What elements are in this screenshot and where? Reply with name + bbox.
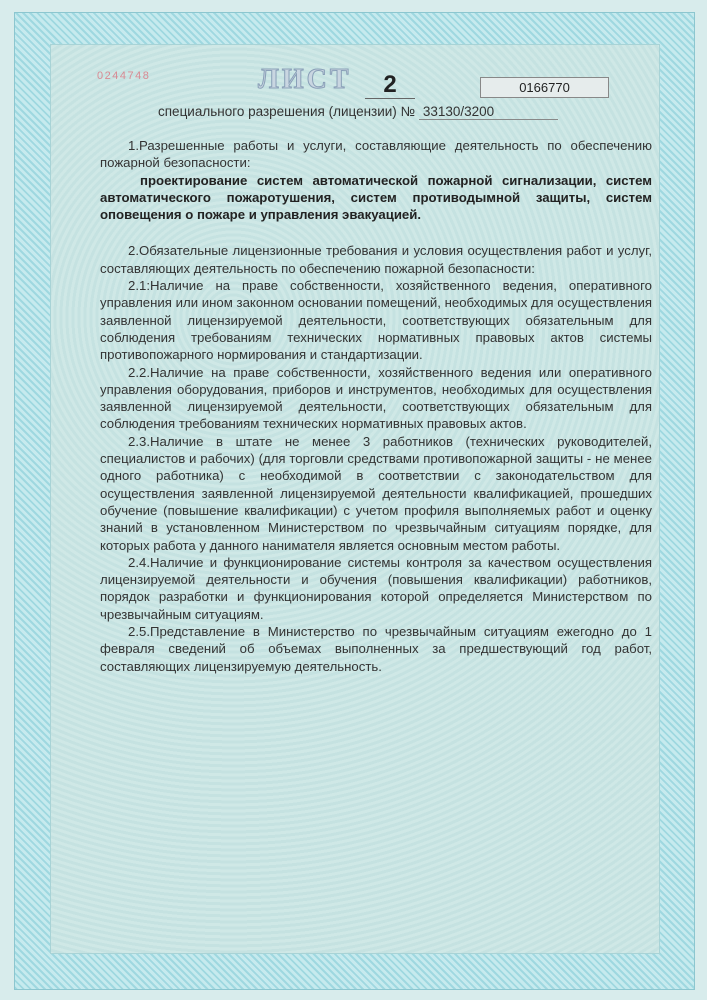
blank-number: 0166770 xyxy=(480,77,609,98)
sheet-number: 2 xyxy=(365,72,415,99)
license-line xyxy=(158,104,558,120)
requirement-2-3: 2.3.Наличие в штате не менее 3 работников (технических руководителей, специалистов и рабочих) (для торговли средствами противопожарной защиты - не менее одного работника) с необходимой в соответствии с законодательством для осуществления заявленной лицензируемой деятельности квалификацией, прошедших обучение (повышение квалификации) с учетом профиля выполняемых работ и оценку знаний в установленном Министерством по чрезвычайным ситуациям порядке, для которых работа у данного нанимателя является основным местом работы. xyxy=(100,433,652,553)
requirement-2-4: 2.4.Наличие и функционирование системы контроля за качеством осуществления лицензируемой деятельности и обучения (повышения квалификации) работников, порядок разработки и функционирования которой определяется Министерством по чрезвычайным ситуациям. xyxy=(100,554,652,622)
permitted-works: проектирование систем автоматической пожарной сигнализации, систем автоматического пожаротушения, систем противодымной защиты, систем оповещения о пожаре и управления эвакуацией. xyxy=(100,172,652,223)
license-number: 33130/3200 xyxy=(419,104,558,120)
requirement-2-2: 2.2.Наличие на праве собственности, хозяйственного ведения или оперативного управления оборудования, приборов и инструментов, необходимых для осуществления заявленной лицензируемой деятельности, соответствующих обязательным для соблюдения требованиям технических нормативных правовых актов. xyxy=(100,364,652,432)
document-body xyxy=(100,137,652,675)
requirement-2-5: 2.5.Представление в Министерство по чрезвычайным ситуациям ежегодно до 1 февраля сведений об объемах выполненных за предшествующий год работ, составляющих лицензируемую деятельность. xyxy=(100,624,652,674)
section-1-heading: 1.Разрешенные работы и услуги, составляющие деятельность по обеспечению пожарной безопасности: xyxy=(100,138,652,171)
serial-number: 0244748 xyxy=(97,70,151,82)
sheet-title: ЛИСТ xyxy=(258,64,352,95)
requirement-2-1: 2.1:Наличие на праве собственности, хозяйственного ведения, оперативного управления или ином законном основании помещений, необходимых для осуществления заявленной лицензируемой деятельности, соответствующих обязательным для соблюдения требованиям технических нормативных правовых актов системы противопожарного нормирования и стандартизации. xyxy=(100,278,652,363)
section-2-heading: 2.Обязательные лицензионные требования и условия осуществления работ и услуг, составляющих деятельность по обеспечению пожарной безопасности: xyxy=(100,243,652,276)
license-label: специального разрешения (лицензии) № xyxy=(158,104,416,119)
